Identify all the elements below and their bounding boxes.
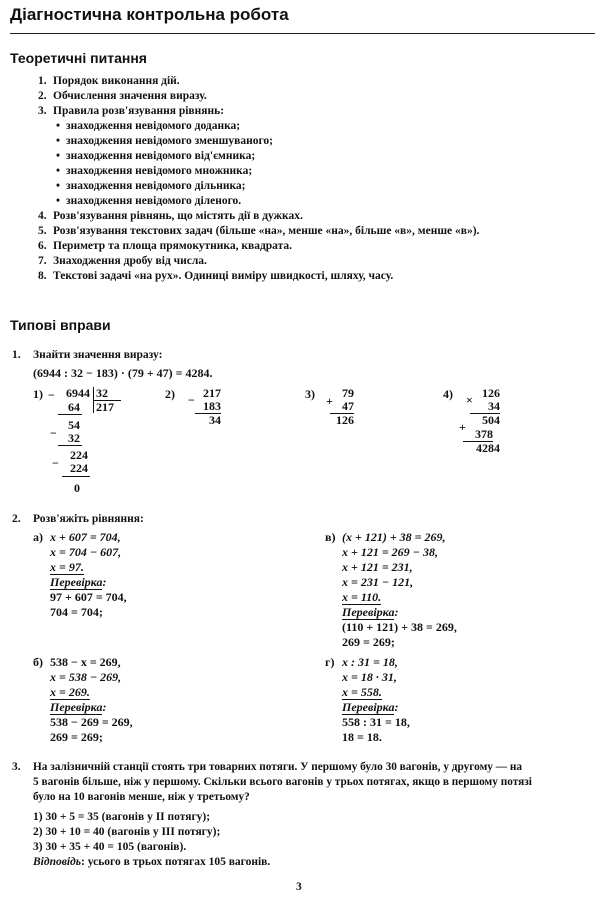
- bullet-item: • знаходження невідомого зменшуваного;: [56, 135, 273, 147]
- exercise-3-text: На залізничній станції стоять три товарних потяги. У першому було 30 вагонів, у другому — на 5 вагонів більше, ніж у першому. Скільки всього вагонів у трьох потягах, якщо в першому потязі було на 10 вагонів менше, ніж у третьому? 1) 30 + 5 = 35 (вагонів у II потягу); 2) 30 + 10 = 40 (вагонів у III потягу); 3) 30 + 35 + 40 = 105 (вагонів). Відповідь: усього в трьох потягах 105 вагонів.: [33, 761, 532, 868]
- solution-step: 3) 30 + 35 + 40 = 105 (вагонів).: [33, 841, 187, 853]
- division-step-3-line: [62, 476, 90, 477]
- bullet-item: • знаходження невідомого дільника;: [56, 180, 246, 192]
- division-step-2-line: [58, 445, 82, 446]
- exercise-1-task: Знайти значення виразу:: [33, 349, 163, 361]
- list-item: 6. Периметр та площа прямокутника, квадрата.: [38, 240, 293, 252]
- answer: Відповідь: усього в трьох потягах 105 вагонів.: [33, 856, 271, 868]
- division-step-1-line: [58, 414, 82, 415]
- list-item: 7. Знаходження дробу від числа.: [38, 255, 207, 267]
- subtraction-sign: −: [188, 393, 195, 407]
- division-dividend: 6944: [66, 386, 90, 400]
- list-item: 4. Розв'язування рівнянь, що містять дії в дужках.: [38, 210, 303, 222]
- exercises-heading: Типові вправи: [10, 317, 111, 333]
- division-step-1: 64: [68, 400, 80, 414]
- equation-a: x + 607 = 704, x = 704 − 607, x = 97. Перевірка: 97 + 607 = 704, 704 = 704;: [50, 530, 127, 619]
- division-minus-sign: −: [48, 388, 55, 402]
- division-minus-sign: −: [52, 456, 59, 470]
- page-number: 3: [296, 881, 302, 893]
- equation-g: x : 31 = 18, x = 18 · 31, x = 558. Перевірка: 558 : 31 = 18, 18 = 18.: [342, 655, 410, 744]
- page-title: Діагностична контрольна робота: [10, 5, 289, 24]
- multiplication-result: 4284: [476, 441, 500, 455]
- calc-3-label: 3): [305, 387, 315, 401]
- exercise-2-task: Розв'яжіть рівняння:: [33, 513, 144, 525]
- exercise-1-expression: (6944 : 32 − 183) · (79 + 47) = 4284.: [33, 366, 213, 380]
- theory-heading: Теоретичні питання: [10, 50, 147, 66]
- equation-a-label: а): [33, 530, 43, 544]
- division-remainder-3: 0: [74, 481, 80, 495]
- division-remainder-2: 224: [70, 448, 88, 462]
- division-step-3: 224: [70, 461, 88, 475]
- division-remainder-1: 54: [68, 418, 80, 432]
- calc-2-label: 2): [165, 387, 175, 401]
- subtraction-subtrahend: 183: [195, 400, 221, 414]
- addition-term-1: 79: [342, 386, 354, 400]
- division-minus-sign: −: [50, 426, 57, 440]
- bullet-item: • знаходження невідомого діленого.: [56, 195, 242, 207]
- addition-sign: +: [326, 394, 333, 408]
- multiplication-partial-2: 378: [463, 428, 493, 442]
- equation-v-label: в): [325, 530, 336, 544]
- list-item: 2. Обчислення значення виразу.: [38, 90, 207, 102]
- subtraction-result: 34: [209, 413, 221, 427]
- solution-step: 2) 30 + 10 = 40 (вагонів у III потягу);: [33, 826, 221, 838]
- list-item: 3. Правила розв'язування рівнянь:: [38, 105, 225, 117]
- multiplication-sign: ×: [466, 393, 473, 407]
- multiplication-factor-2: 34: [470, 400, 500, 414]
- bullet-item: • знаходження невідомого від'ємника;: [56, 150, 256, 162]
- equation-b: 538 − x = 269, x = 538 − 269, x = 269. Перевірка: 538 − 269 = 269, 269 = 269;: [50, 655, 133, 744]
- multiplication-partial-1: 504: [482, 413, 500, 427]
- division-quotient: 217: [96, 400, 114, 414]
- bullet-item: • знаходження невідомого множника;: [56, 165, 253, 177]
- list-item: 1. Порядок виконання дій.: [38, 75, 180, 87]
- addition-result: 126: [336, 413, 354, 427]
- equation-g-label: г): [325, 655, 335, 669]
- exercise-3-number: 3.: [12, 761, 21, 773]
- calc-1-label: 1): [33, 387, 43, 401]
- division-divisor: 32: [96, 386, 108, 400]
- equation-b-label: б): [33, 655, 43, 669]
- list-item: 8. Текстові задачі «на рух». Одиниці виміру швидкості, шляху, часу.: [38, 270, 394, 282]
- bullet-list: [38, 119, 479, 209]
- theory-list: [38, 74, 479, 284]
- solution-step: 1) 30 + 5 = 35 (вагонів у II потягу);: [33, 811, 211, 823]
- bullet-item: • знаходження невідомого доданка;: [56, 120, 241, 132]
- calc-4-label: 4): [443, 387, 453, 401]
- multiplication-plus-sign: +: [459, 420, 466, 434]
- list-item: 5. Розв'язування текстових задач (більше «на», менше «на», більше «в», менше «в»).: [38, 225, 480, 237]
- division-step-2: 32: [68, 431, 80, 445]
- addition-term-2: 47: [330, 400, 354, 414]
- equation-v: (x + 121) + 38 = 269, x + 121 = 269 − 38, x + 121 = 231, x = 231 − 121, x = 110. Перевірка: (110 + 121) + 38 = 269, 269 = 269;: [342, 530, 457, 649]
- exercise-2-number: 2.: [12, 513, 21, 525]
- multiplication-factor-1: 126: [482, 386, 500, 400]
- subtraction-minuend: 217: [203, 386, 221, 400]
- title-rule: [10, 33, 595, 34]
- exercise-1-number: 1.: [12, 349, 21, 361]
